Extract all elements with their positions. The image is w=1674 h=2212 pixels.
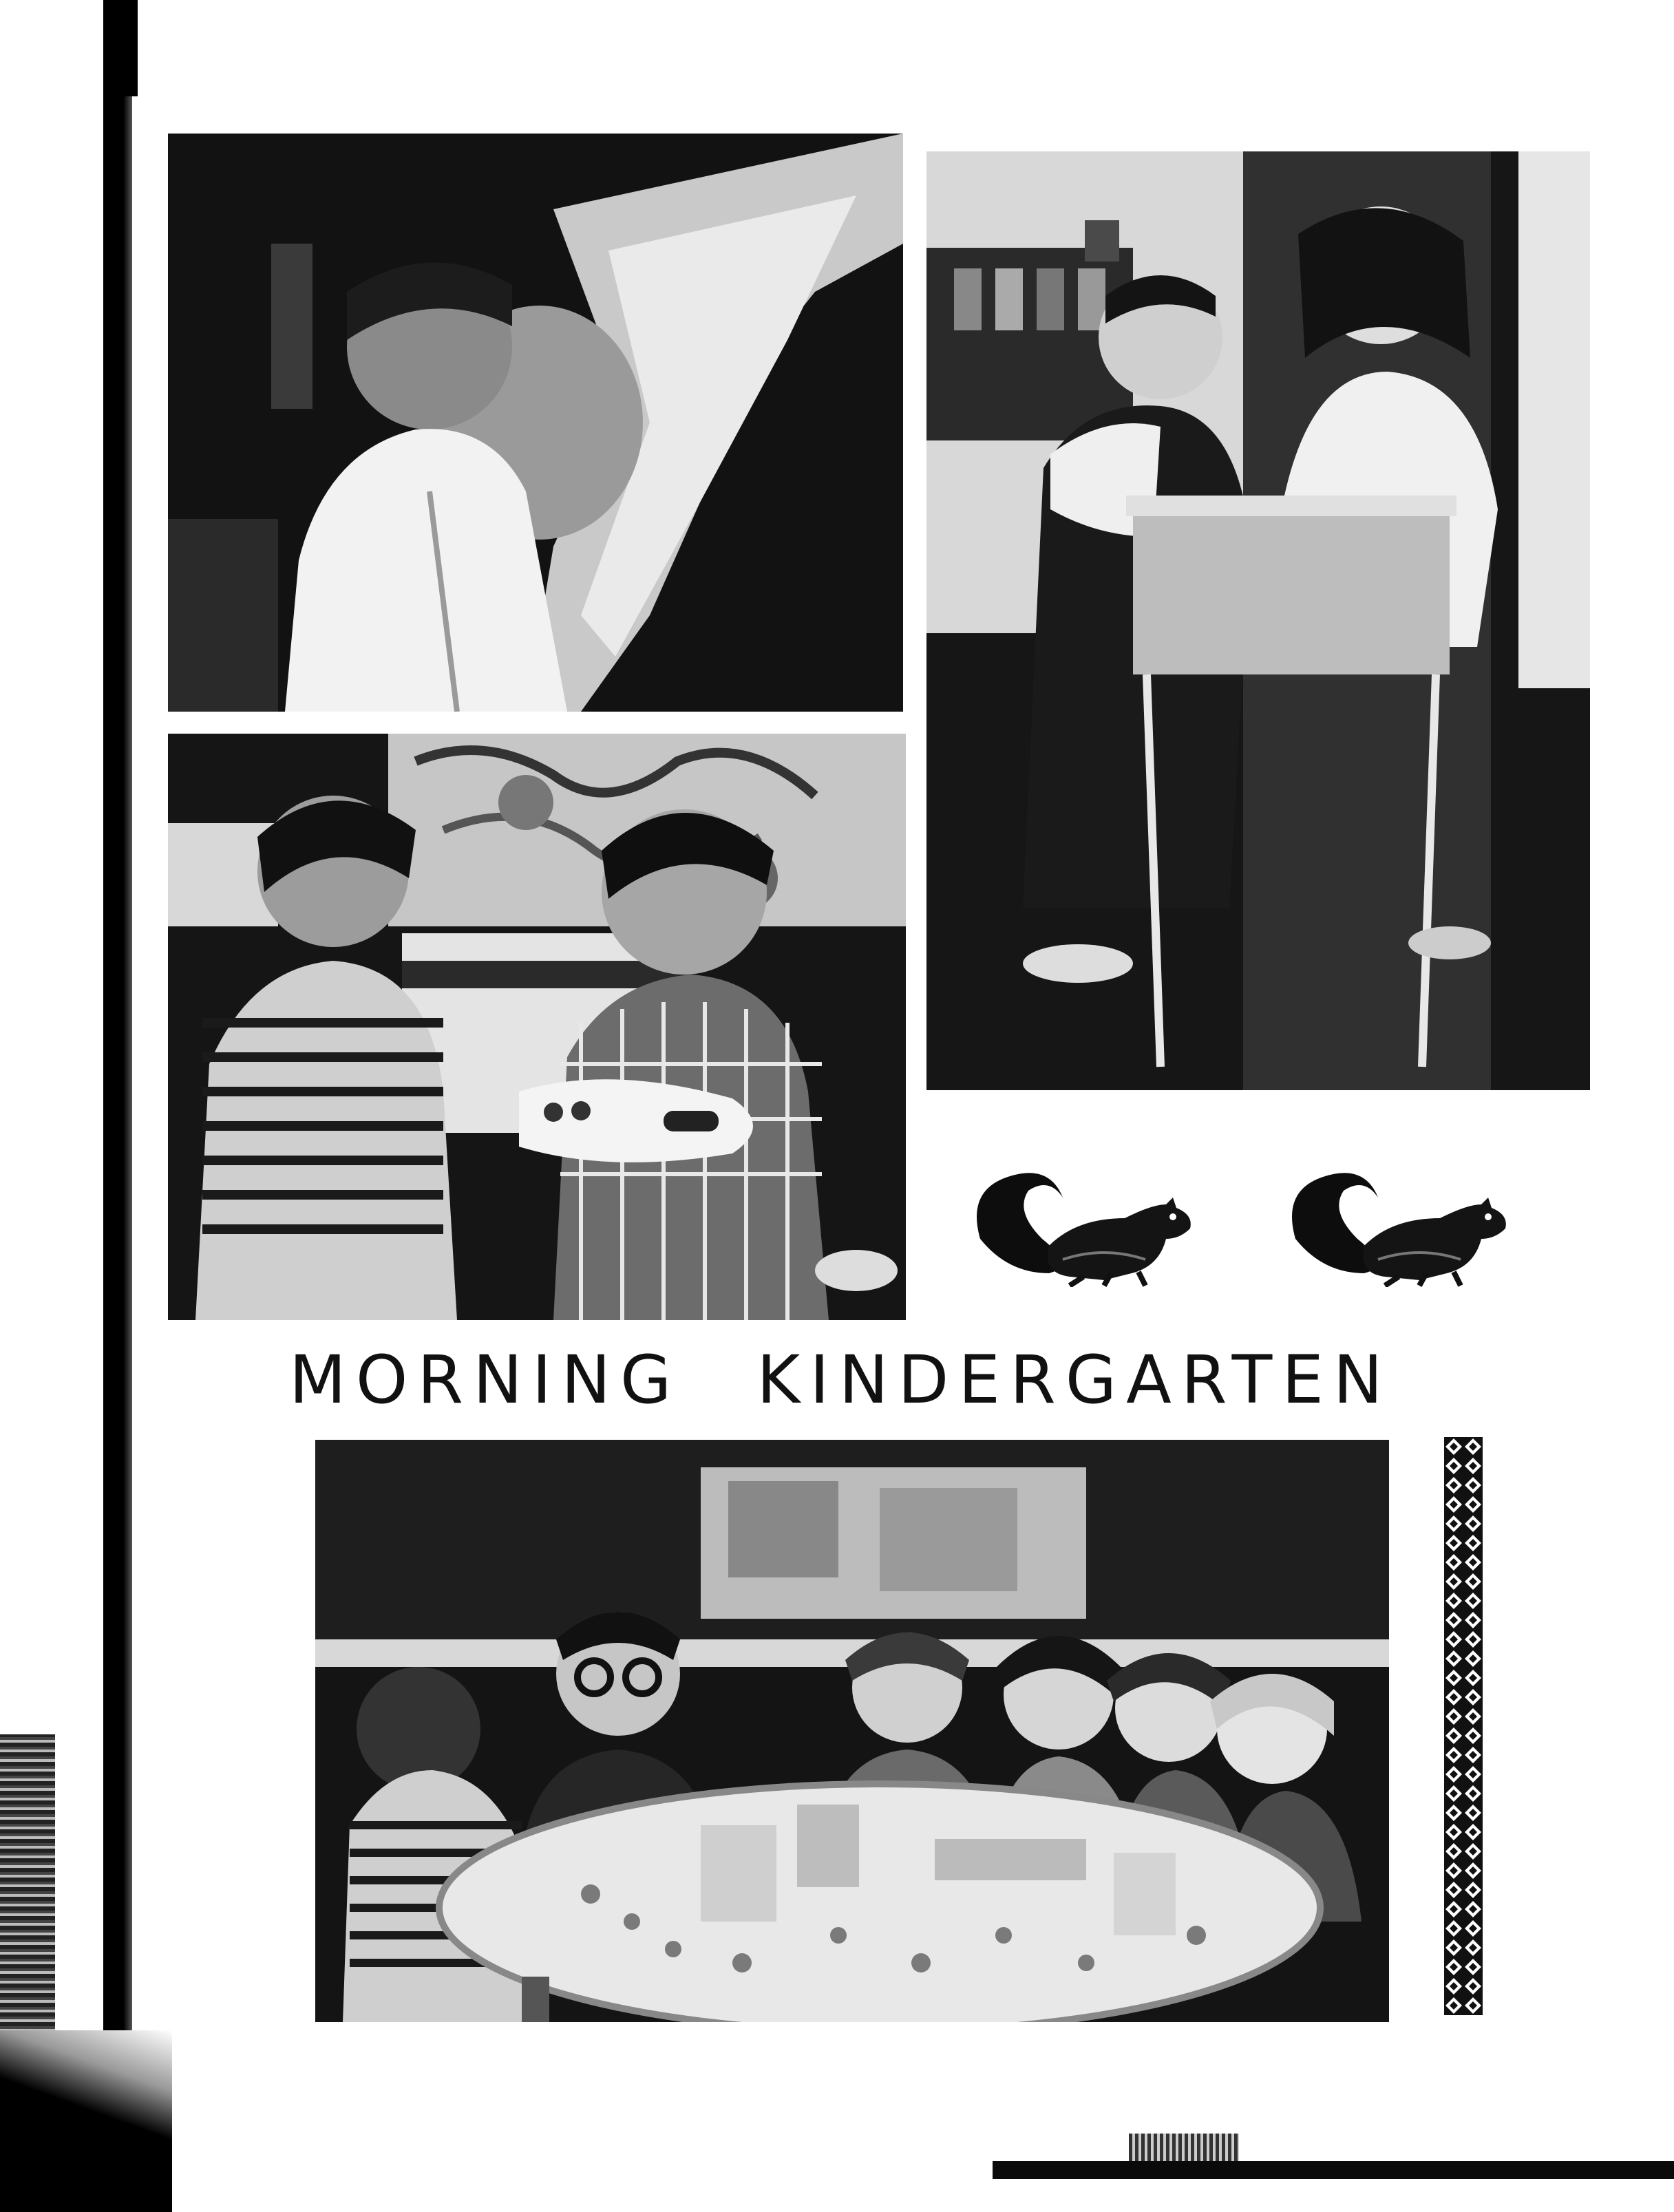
photo-boys-toy-airplane xyxy=(168,734,906,1320)
top-left-corner-shadow xyxy=(103,0,138,96)
photo-group-round-table-art xyxy=(315,1440,1389,2022)
page-heading xyxy=(289,1339,1452,1421)
photo-child-white-shirt xyxy=(168,134,903,712)
photo-children-water-table xyxy=(926,151,1590,1090)
diamond-pattern-art xyxy=(1444,1437,1483,2015)
left-binding-shadow xyxy=(103,96,132,2065)
left-margin-noise xyxy=(0,1734,55,2065)
bottom-left-corner-shadow xyxy=(0,2030,172,2212)
photo-children-water-table-art xyxy=(926,151,1590,1090)
photo-child-white-shirt-art xyxy=(168,134,903,712)
left-squirrel-icon xyxy=(966,1163,1200,1287)
heading-word-morning: MORNING xyxy=(289,1341,681,1418)
diamond-pattern-border xyxy=(1444,1437,1483,2015)
photo-group-round-table xyxy=(315,1440,1389,2022)
bottom-scan-noise xyxy=(1129,2134,1239,2161)
bottom-scan-bar xyxy=(993,2161,1674,2179)
right-squirrel-icon xyxy=(1282,1163,1516,1287)
heading-word-kindergarten: KINDERGARTEN xyxy=(756,1341,1392,1418)
photo-boys-toy-airplane-art xyxy=(168,734,906,1320)
